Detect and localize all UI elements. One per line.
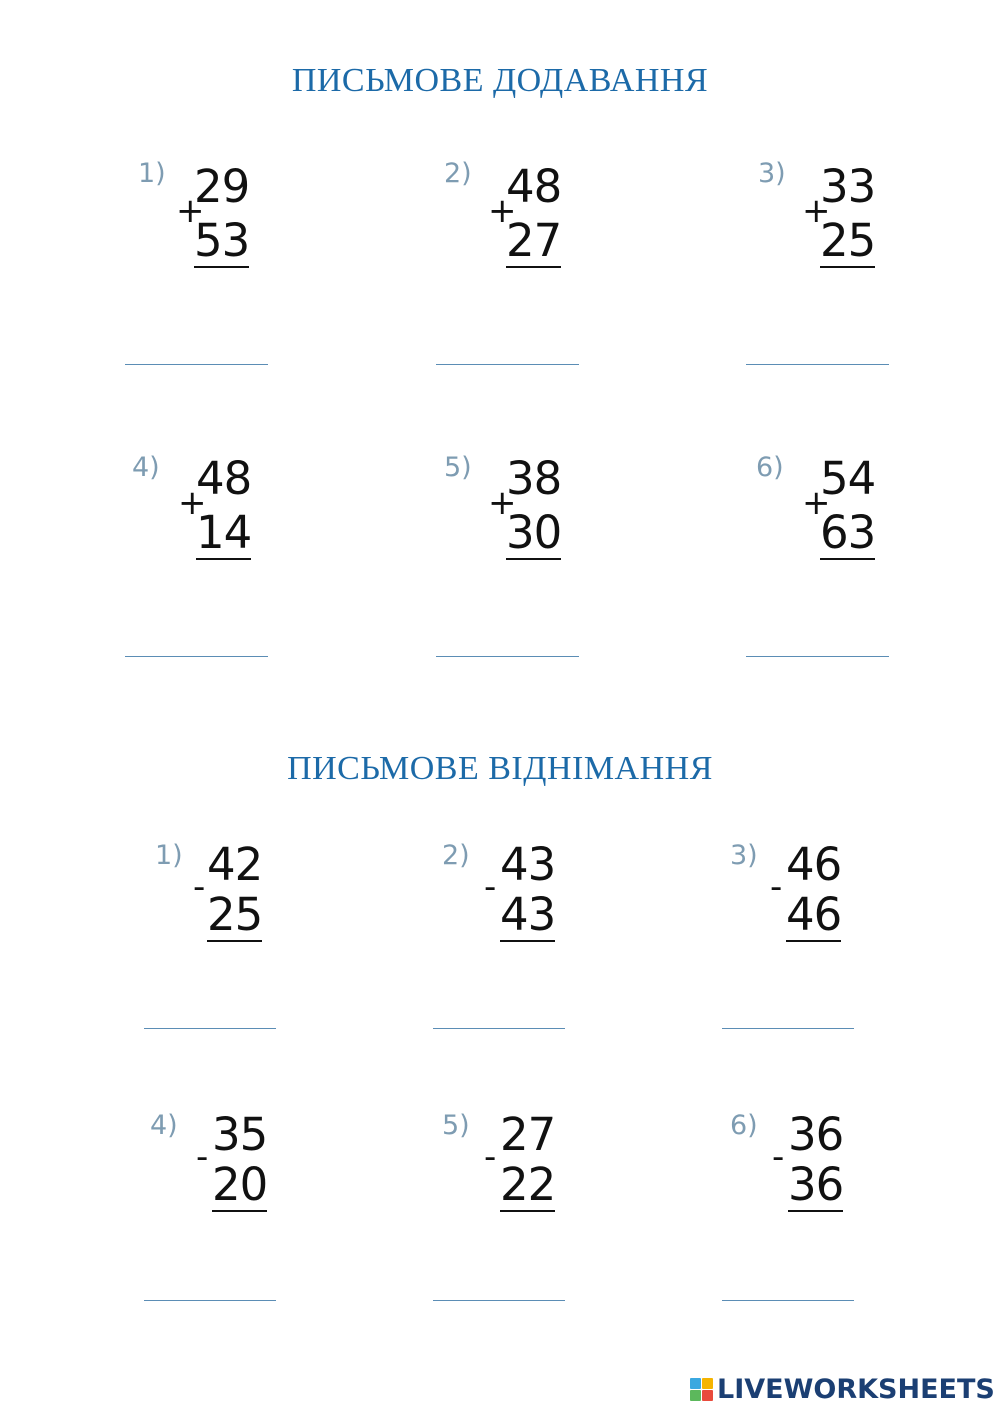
logo-square <box>702 1390 713 1401</box>
second-operand: 25 <box>820 214 876 267</box>
problem-number: 5) <box>442 1110 470 1141</box>
addition-problem-3 <box>758 158 958 288</box>
first-operand: 54 <box>820 452 876 505</box>
second-operand: 43 <box>500 888 556 941</box>
problem-number: 4) <box>132 452 160 483</box>
first-operand: 43 <box>500 838 556 891</box>
logo-square <box>690 1378 701 1389</box>
problem-number: 6) <box>730 1110 758 1141</box>
second-operand: 20 <box>212 1158 268 1211</box>
problem-number: 2) <box>444 158 472 189</box>
plus-operator: + <box>176 191 205 231</box>
first-operand: 35 <box>212 1108 268 1161</box>
second-operand: 25 <box>207 888 263 941</box>
subtraction-problem-6 <box>730 1110 930 1240</box>
first-operand: 48 <box>506 160 562 213</box>
second-operand: 14 <box>196 506 252 559</box>
logo-mark-icon <box>690 1378 713 1401</box>
second-operand: 36 <box>788 1158 844 1211</box>
problem-number: 3) <box>730 840 758 871</box>
minus-operator: - <box>484 867 497 907</box>
subtraction-problem-1 <box>155 840 355 970</box>
answer-line[interactable] <box>433 1028 565 1029</box>
logo-square <box>702 1378 713 1389</box>
second-operand: 22 <box>500 1158 556 1211</box>
answer-line[interactable] <box>436 364 579 365</box>
addition-problem-1 <box>138 158 338 288</box>
first-operand: 42 <box>207 838 263 891</box>
problem-number: 1) <box>138 158 166 189</box>
second-operand: 30 <box>506 506 562 559</box>
answer-line[interactable] <box>722 1300 854 1301</box>
plus-operator: + <box>802 483 831 523</box>
minus-operator: - <box>196 1137 209 1177</box>
answer-line[interactable] <box>125 364 268 365</box>
addition-title: ПИСЬМОВЕ ДОДАВАННЯ <box>291 62 709 99</box>
addition-problem-4 <box>132 452 332 582</box>
second-operand: 46 <box>786 888 842 941</box>
minus-operator: - <box>772 1137 785 1177</box>
answer-line[interactable] <box>144 1300 276 1301</box>
problem-number: 3) <box>758 158 786 189</box>
addition-problem-2 <box>444 158 644 288</box>
first-operand: 36 <box>788 1108 844 1161</box>
first-operand: 38 <box>506 452 562 505</box>
logo-square <box>690 1390 701 1401</box>
liveworksheets-logo <box>690 1372 995 1406</box>
plus-operator: + <box>488 191 517 231</box>
subtraction-problem-3 <box>730 840 930 970</box>
second-operand: 53 <box>194 214 250 267</box>
subtraction-problem-5 <box>442 1110 642 1240</box>
subtraction-problem-2 <box>442 840 642 970</box>
addition-problem-6 <box>756 452 956 582</box>
problem-number: 1) <box>155 840 183 871</box>
answer-line[interactable] <box>436 656 579 657</box>
first-operand: 29 <box>194 160 250 213</box>
first-operand: 46 <box>786 838 842 891</box>
answer-line[interactable] <box>433 1300 565 1301</box>
first-operand: 33 <box>820 160 876 213</box>
plus-operator: + <box>178 483 207 523</box>
subtraction-problem-4 <box>150 1110 350 1240</box>
minus-operator: - <box>193 867 206 907</box>
subtraction-title: ПИСЬМОВЕ ВІДНІМАННЯ <box>287 750 713 787</box>
second-operand: 63 <box>820 506 876 559</box>
first-operand: 48 <box>196 452 252 505</box>
plus-operator: + <box>802 191 831 231</box>
problem-number: 2) <box>442 840 470 871</box>
minus-operator: - <box>484 1137 497 1177</box>
addition-problem-5 <box>444 452 644 582</box>
minus-operator: - <box>770 867 783 907</box>
answer-line[interactable] <box>144 1028 276 1029</box>
first-operand: 27 <box>500 1108 556 1161</box>
second-operand: 27 <box>506 214 562 267</box>
answer-line[interactable] <box>746 656 889 657</box>
plus-operator: + <box>488 483 517 523</box>
logo-text: LIVEWORKSHEETS <box>717 1373 995 1405</box>
problem-number: 5) <box>444 452 472 483</box>
answer-line[interactable] <box>722 1028 854 1029</box>
problem-number: 4) <box>150 1110 178 1141</box>
problem-number: 6) <box>756 452 784 483</box>
answer-line[interactable] <box>746 364 889 365</box>
answer-line[interactable] <box>125 656 268 657</box>
